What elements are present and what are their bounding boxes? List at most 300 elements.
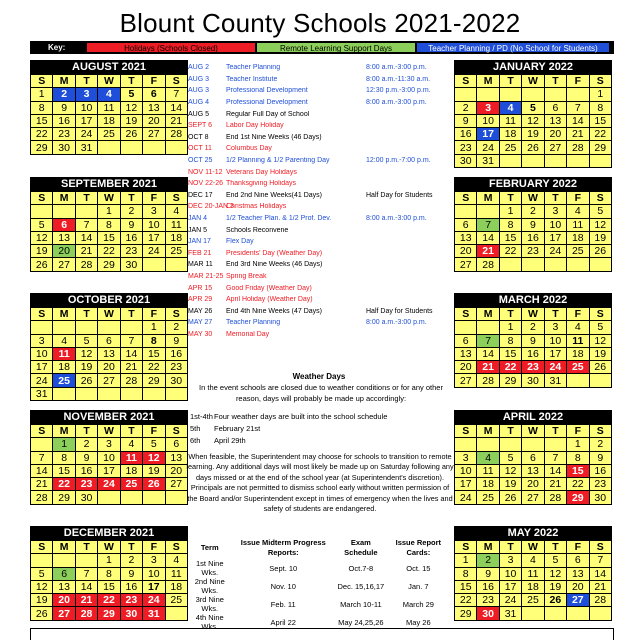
day-cell: 9 bbox=[53, 101, 75, 114]
event-time: 12:00 p.m.-7:00 p.m. bbox=[366, 157, 431, 165]
weekday-label: S bbox=[165, 425, 187, 438]
weekday-label: S bbox=[589, 192, 611, 205]
day-cell: 4 bbox=[499, 101, 521, 114]
day-cell: 30 bbox=[120, 607, 142, 620]
empty-day-cell bbox=[477, 205, 499, 218]
empty-day-cell bbox=[53, 554, 75, 567]
terms-cell: Jan. 7 bbox=[408, 581, 429, 591]
event-row bbox=[188, 236, 450, 248]
week-row bbox=[455, 334, 612, 347]
day-cell: 22 bbox=[31, 128, 53, 141]
weekday-label: T bbox=[120, 75, 142, 88]
day-cell: 5 bbox=[31, 218, 53, 231]
day-cell: 14 bbox=[477, 347, 499, 360]
empty-day-cell bbox=[165, 387, 187, 400]
weekday-label: S bbox=[589, 425, 611, 438]
day-cell: 10 bbox=[499, 567, 521, 580]
day-cell: 22 bbox=[499, 361, 521, 374]
day-cell: 26 bbox=[522, 141, 544, 154]
event-row bbox=[188, 282, 450, 294]
week-row bbox=[31, 374, 188, 387]
calendar-october-2021 bbox=[30, 293, 188, 401]
day-cell: 20 bbox=[522, 478, 544, 491]
event-date: OCT 11 bbox=[188, 145, 212, 153]
day-cell: 9 bbox=[75, 451, 97, 464]
day-cell: 24 bbox=[544, 361, 566, 374]
weekday-label: S bbox=[455, 192, 477, 205]
day-cell: 9 bbox=[522, 334, 544, 347]
day-cell: 25 bbox=[165, 245, 187, 258]
event-row bbox=[188, 120, 450, 132]
empty-day-cell bbox=[98, 141, 120, 154]
weekday-label: S bbox=[455, 308, 477, 321]
day-cell: 12 bbox=[31, 580, 53, 593]
event-name: Christmas Holidays bbox=[226, 203, 287, 211]
event-date: JAN 5 bbox=[188, 226, 208, 234]
day-cell: 11 bbox=[165, 567, 187, 580]
day-cell: 14 bbox=[75, 231, 97, 244]
legend-bar bbox=[30, 41, 614, 54]
weekday-label: S bbox=[455, 75, 477, 88]
day-cell: 12 bbox=[143, 451, 165, 464]
day-cell: 3 bbox=[477, 101, 499, 114]
event-row bbox=[188, 143, 450, 155]
day-cell: 19 bbox=[31, 245, 53, 258]
weather-day-row bbox=[190, 434, 452, 446]
day-cell: 18 bbox=[165, 231, 187, 244]
day-cell: 1 bbox=[31, 88, 53, 101]
event-row bbox=[188, 108, 450, 120]
weekday-label: M bbox=[477, 192, 499, 205]
event-time: 8:00 a.m.-3:00 p.m. bbox=[366, 64, 427, 72]
event-name: End 3rd Nine Weeks (46 Days) bbox=[226, 261, 323, 269]
day-cell: 12 bbox=[75, 347, 97, 360]
month-grid bbox=[30, 191, 188, 272]
day-cell: 2 bbox=[120, 554, 142, 567]
day-cell: 28 bbox=[120, 374, 142, 387]
day-cell: 28 bbox=[567, 141, 589, 154]
weekday-label: F bbox=[143, 425, 165, 438]
week-row bbox=[31, 438, 188, 451]
week-row bbox=[455, 114, 612, 127]
day-cell: 17 bbox=[544, 231, 566, 244]
event-date: AUG 3 bbox=[188, 75, 210, 83]
calendar-april-2022 bbox=[454, 410, 612, 505]
event-row bbox=[188, 213, 450, 225]
day-cell: 20 bbox=[455, 361, 477, 374]
day-cell: 3 bbox=[31, 334, 53, 347]
day-cell: 27 bbox=[455, 258, 477, 271]
week-row bbox=[31, 580, 188, 593]
day-cell: 2 bbox=[165, 321, 187, 334]
event-date: APR 29 bbox=[188, 296, 213, 304]
empty-day-cell bbox=[143, 387, 165, 400]
weekday-label: T bbox=[499, 541, 521, 554]
weekday-label: S bbox=[165, 75, 187, 88]
day-cell: 26 bbox=[499, 491, 521, 504]
day-cell: 11 bbox=[120, 451, 142, 464]
weekday-label: T bbox=[120, 541, 142, 554]
weekday-label: T bbox=[120, 425, 142, 438]
day-cell: 13 bbox=[455, 231, 477, 244]
day-cell: 31 bbox=[499, 607, 521, 620]
event-date: DEC 17 bbox=[188, 191, 213, 199]
month-title: SEPTEMBER 2021 bbox=[30, 177, 188, 191]
day-cell: 25 bbox=[567, 361, 589, 374]
bottom-section-border bbox=[30, 628, 614, 640]
day-cell: 12 bbox=[522, 114, 544, 127]
week-row bbox=[455, 438, 612, 451]
day-cell: 6 bbox=[143, 88, 165, 101]
day-cell: 24 bbox=[98, 478, 120, 491]
day-cell: 30 bbox=[455, 154, 477, 167]
calendar-january-2022 bbox=[454, 60, 612, 168]
day-cell: 31 bbox=[544, 374, 566, 387]
day-cell: 29 bbox=[455, 607, 477, 620]
week-row bbox=[455, 128, 612, 141]
day-cell: 1 bbox=[455, 554, 477, 567]
day-cell: 16 bbox=[477, 580, 499, 593]
day-cell: 22 bbox=[143, 361, 165, 374]
week-row bbox=[31, 387, 188, 400]
week-row bbox=[455, 245, 612, 258]
weekday-header-row bbox=[31, 75, 188, 88]
day-cell: 4 bbox=[98, 88, 120, 101]
event-date: DEC 20-JAN 3 bbox=[188, 203, 234, 211]
week-row bbox=[31, 321, 188, 334]
event-date: NOV 11-12 bbox=[188, 168, 223, 176]
week-row bbox=[31, 101, 188, 114]
weekday-label: F bbox=[567, 192, 589, 205]
week-row bbox=[455, 580, 612, 593]
day-cell: 21 bbox=[31, 478, 53, 491]
day-cell: 23 bbox=[53, 128, 75, 141]
day-cell: 8 bbox=[98, 567, 120, 580]
day-cell: 23 bbox=[477, 594, 499, 607]
week-row bbox=[31, 141, 188, 154]
day-cell: 1 bbox=[567, 438, 589, 451]
day-cell: 5 bbox=[544, 554, 566, 567]
day-cell: 4 bbox=[567, 321, 589, 334]
day-cell: 29 bbox=[31, 141, 53, 154]
event-name: Thanksgiving Holidays bbox=[226, 180, 297, 188]
terms-cell: March 29 bbox=[402, 599, 434, 609]
event-name: Professional Development bbox=[226, 99, 308, 107]
terms-cell: April 22 bbox=[270, 617, 296, 627]
day-cell: 19 bbox=[499, 478, 521, 491]
weekday-label: M bbox=[53, 541, 75, 554]
empty-day-cell bbox=[477, 88, 499, 101]
week-row bbox=[455, 347, 612, 360]
weather-day-number: 1st-4th bbox=[190, 411, 213, 421]
event-row bbox=[188, 155, 450, 167]
weekday-label: S bbox=[31, 192, 53, 205]
weekday-label: F bbox=[143, 192, 165, 205]
empty-day-cell bbox=[75, 554, 97, 567]
week-row bbox=[455, 321, 612, 334]
day-cell: 19 bbox=[75, 361, 97, 374]
day-cell: 16 bbox=[53, 114, 75, 127]
day-cell: 18 bbox=[53, 361, 75, 374]
empty-day-cell bbox=[499, 438, 521, 451]
day-cell: 19 bbox=[589, 231, 611, 244]
empty-day-cell bbox=[165, 491, 187, 504]
day-cell: 14 bbox=[589, 567, 611, 580]
weekday-label: W bbox=[98, 192, 120, 205]
day-cell: 6 bbox=[567, 554, 589, 567]
event-date: APR 15 bbox=[188, 284, 213, 292]
day-cell: 22 bbox=[589, 128, 611, 141]
terms-cell: May 24,25,26 bbox=[338, 617, 384, 627]
day-cell: 31 bbox=[31, 387, 53, 400]
day-cell: 30 bbox=[75, 491, 97, 504]
day-cell: 13 bbox=[522, 464, 544, 477]
event-date: NOV 22-26 bbox=[188, 180, 224, 188]
weekday-label: T bbox=[75, 425, 97, 438]
week-row bbox=[31, 245, 188, 258]
day-cell: 18 bbox=[522, 580, 544, 593]
day-cell: 26 bbox=[31, 258, 53, 271]
empty-day-cell bbox=[98, 321, 120, 334]
month-grid bbox=[30, 540, 188, 621]
day-cell: 10 bbox=[98, 451, 120, 464]
day-cell: 27 bbox=[98, 374, 120, 387]
calendar-november-2021 bbox=[30, 410, 188, 505]
day-cell: 28 bbox=[75, 607, 97, 620]
day-cell: 20 bbox=[165, 464, 187, 477]
day-cell: 6 bbox=[53, 218, 75, 231]
weekday-label: F bbox=[567, 541, 589, 554]
empty-day-cell bbox=[31, 438, 53, 451]
event-date: MAY 27 bbox=[188, 319, 213, 327]
empty-day-cell bbox=[477, 438, 499, 451]
weekday-header-row bbox=[31, 192, 188, 205]
day-cell: 10 bbox=[455, 464, 477, 477]
event-row bbox=[188, 248, 450, 260]
day-cell: 23 bbox=[75, 478, 97, 491]
weekday-label: W bbox=[98, 308, 120, 321]
empty-day-cell bbox=[499, 154, 521, 167]
empty-day-cell bbox=[143, 491, 165, 504]
calendar-may-2022 bbox=[454, 526, 612, 621]
day-cell: 11 bbox=[499, 114, 521, 127]
weather-days-note: When feasible, the Superintendent may choose for schools to transition to remote learning. Any additional days will most likely be made up on Saturday following any days missed or at the end of the school year (at Superintendent's discretion). Principals are not permitted to dismiss school early without written permission of the Board and/or Superintendent except in times of emergency when the lives and safety of students are endangered. bbox=[186, 452, 454, 514]
day-cell: 13 bbox=[143, 101, 165, 114]
event-date: AUG 4 bbox=[188, 99, 210, 107]
event-name: Flex Day bbox=[226, 238, 254, 246]
day-cell: 27 bbox=[165, 478, 187, 491]
day-cell: 16 bbox=[589, 464, 611, 477]
day-cell: 26 bbox=[120, 128, 142, 141]
weekday-label: S bbox=[31, 308, 53, 321]
day-cell: 18 bbox=[499, 128, 521, 141]
day-cell: 28 bbox=[544, 491, 566, 504]
day-cell: 12 bbox=[589, 218, 611, 231]
terms-cell: May 26 bbox=[406, 617, 431, 627]
month-grid bbox=[30, 307, 188, 401]
event-name: Veterans Day Holidays bbox=[226, 168, 297, 176]
terms-header: Term bbox=[200, 543, 219, 552]
day-cell: 16 bbox=[75, 464, 97, 477]
day-cell: 1 bbox=[98, 205, 120, 218]
month-title: MAY 2022 bbox=[454, 526, 612, 540]
month-grid bbox=[454, 424, 612, 505]
week-row bbox=[455, 88, 612, 101]
day-cell: 26 bbox=[589, 361, 611, 374]
empty-day-cell bbox=[544, 607, 566, 620]
week-row bbox=[455, 231, 612, 244]
day-cell: 6 bbox=[165, 438, 187, 451]
event-name: Teacher Planning bbox=[226, 64, 281, 72]
day-cell: 6 bbox=[98, 334, 120, 347]
empty-day-cell bbox=[455, 321, 477, 334]
event-time: Half Day for Students bbox=[366, 191, 433, 199]
event-row bbox=[188, 132, 450, 144]
day-cell: 28 bbox=[165, 128, 187, 141]
day-cell: 28 bbox=[75, 258, 97, 271]
legend-remote: Remote Learning Support Days bbox=[256, 42, 416, 53]
day-cell: 21 bbox=[75, 594, 97, 607]
weekday-label: W bbox=[522, 192, 544, 205]
empty-day-cell bbox=[165, 141, 187, 154]
day-cell: 20 bbox=[98, 361, 120, 374]
week-row bbox=[31, 594, 188, 607]
day-cell: 18 bbox=[165, 580, 187, 593]
event-time: 12:30 p.m.-3:00 p.m. bbox=[366, 87, 431, 95]
empty-day-cell bbox=[75, 205, 97, 218]
day-cell: 4 bbox=[165, 205, 187, 218]
week-row bbox=[31, 478, 188, 491]
day-cell: 8 bbox=[567, 451, 589, 464]
day-cell: 17 bbox=[98, 464, 120, 477]
empty-day-cell bbox=[567, 607, 589, 620]
legend-planning: Teacher Planning / PD (No School for Students) bbox=[416, 42, 610, 53]
day-cell: 30 bbox=[120, 258, 142, 271]
day-cell: 12 bbox=[589, 334, 611, 347]
day-cell: 21 bbox=[477, 361, 499, 374]
calendar-september-2021 bbox=[30, 177, 188, 272]
weekday-label: S bbox=[165, 541, 187, 554]
day-cell: 7 bbox=[477, 334, 499, 347]
weekday-label: T bbox=[544, 541, 566, 554]
weekday-label: M bbox=[477, 308, 499, 321]
day-cell: 13 bbox=[53, 231, 75, 244]
weekday-label: S bbox=[589, 308, 611, 321]
day-cell: 14 bbox=[544, 464, 566, 477]
weekday-label: T bbox=[75, 75, 97, 88]
empty-day-cell bbox=[522, 88, 544, 101]
day-cell: 2 bbox=[75, 438, 97, 451]
day-cell: 8 bbox=[499, 218, 521, 231]
empty-day-cell bbox=[98, 491, 120, 504]
day-cell: 2 bbox=[120, 205, 142, 218]
empty-day-cell bbox=[589, 607, 611, 620]
empty-day-cell bbox=[455, 205, 477, 218]
day-cell: 24 bbox=[455, 491, 477, 504]
day-cell: 26 bbox=[544, 594, 566, 607]
day-cell: 5 bbox=[589, 321, 611, 334]
empty-day-cell bbox=[53, 205, 75, 218]
day-cell: 25 bbox=[165, 594, 187, 607]
day-cell: 23 bbox=[522, 245, 544, 258]
weekday-label: T bbox=[544, 425, 566, 438]
weather-days-intro: In the event schools are closed due to weather conditions or for any other reason, days will probably be made up accordingly: bbox=[199, 383, 443, 403]
terms-cell: March 10-11 bbox=[340, 599, 382, 609]
calendar-march-2022 bbox=[454, 293, 612, 388]
week-row bbox=[455, 374, 612, 387]
day-cell: 1 bbox=[499, 205, 521, 218]
week-row bbox=[455, 205, 612, 218]
week-row bbox=[31, 88, 188, 101]
event-date: MAR 11 bbox=[188, 261, 213, 269]
week-row bbox=[455, 594, 612, 607]
event-row bbox=[188, 190, 450, 202]
week-row bbox=[455, 464, 612, 477]
event-date: OCT 8 bbox=[188, 133, 209, 141]
empty-day-cell bbox=[499, 88, 521, 101]
week-row bbox=[455, 218, 612, 231]
event-name: Columbus Day bbox=[226, 145, 272, 153]
day-cell: 2 bbox=[53, 88, 75, 101]
empty-day-cell bbox=[120, 141, 142, 154]
day-cell: 7 bbox=[477, 218, 499, 231]
day-cell: 15 bbox=[53, 464, 75, 477]
day-cell: 10 bbox=[544, 218, 566, 231]
week-row bbox=[31, 451, 188, 464]
day-cell: 6 bbox=[544, 101, 566, 114]
day-cell: 15 bbox=[143, 347, 165, 360]
event-date: AUG 3 bbox=[188, 87, 210, 95]
month-grid bbox=[30, 424, 188, 505]
day-cell: 23 bbox=[165, 361, 187, 374]
week-row bbox=[31, 114, 188, 127]
day-cell: 9 bbox=[522, 218, 544, 231]
day-cell: 16 bbox=[165, 347, 187, 360]
day-cell: 8 bbox=[31, 101, 53, 114]
day-cell: 13 bbox=[544, 114, 566, 127]
day-cell: 18 bbox=[567, 347, 589, 360]
empty-day-cell bbox=[75, 387, 97, 400]
week-row bbox=[31, 464, 188, 477]
day-cell: 24 bbox=[544, 245, 566, 258]
day-cell: 20 bbox=[143, 114, 165, 127]
empty-day-cell bbox=[589, 374, 611, 387]
event-date: FEB 21 bbox=[188, 249, 212, 257]
day-cell: 10 bbox=[75, 101, 97, 114]
day-cell: 25 bbox=[120, 478, 142, 491]
weekday-label: S bbox=[31, 75, 53, 88]
day-cell: 18 bbox=[477, 478, 499, 491]
event-name: Labor Day Holiday bbox=[226, 122, 284, 130]
day-cell: 11 bbox=[165, 218, 187, 231]
day-cell: 25 bbox=[53, 374, 75, 387]
day-cell: 23 bbox=[589, 478, 611, 491]
weekday-label: M bbox=[53, 425, 75, 438]
day-cell: 15 bbox=[455, 580, 477, 593]
event-name: Presidents' Day (Weather Day) bbox=[226, 249, 323, 257]
week-row bbox=[31, 554, 188, 567]
day-cell: 9 bbox=[455, 114, 477, 127]
event-name: Spring Break bbox=[226, 272, 267, 280]
day-cell: 29 bbox=[567, 491, 589, 504]
day-cell: 25 bbox=[522, 594, 544, 607]
day-cell: 4 bbox=[522, 554, 544, 567]
empty-day-cell bbox=[589, 258, 611, 271]
day-cell: 7 bbox=[120, 334, 142, 347]
event-time: 8:00 a.m.-3:00 p.m. bbox=[366, 319, 427, 327]
event-name: End 4th Nine Weeks (47 Days) bbox=[226, 307, 322, 315]
day-cell: 24 bbox=[75, 128, 97, 141]
